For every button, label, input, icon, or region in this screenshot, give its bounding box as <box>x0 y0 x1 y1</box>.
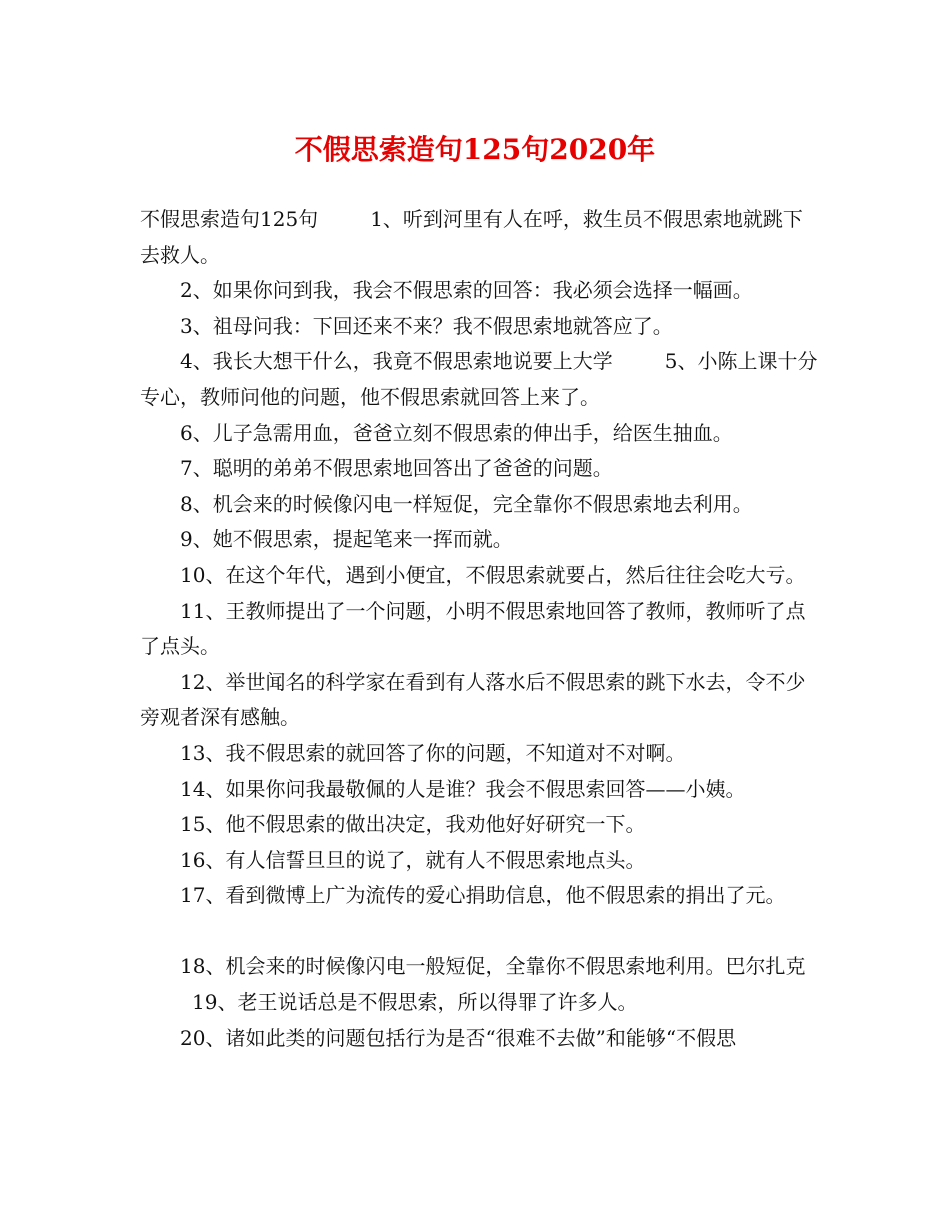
paragraph: 16、有人信誓旦旦的说了，就有人不假思索地点头。 <box>180 847 646 872</box>
paragraph-text: 4、我长大想干什么，我竟不假思索地说要上大学 <box>180 349 613 374</box>
paragraph <box>140 202 820 273</box>
paragraph <box>140 949 820 1020</box>
paragraph: 9、她不假思索，提起笔来一挥而就。 <box>180 527 513 552</box>
document-title: 不假思索造句125句2020年 <box>294 133 656 166</box>
paragraph <box>140 344 820 415</box>
paragraph: 20、诸如此类的问题包括行为是否“很难不去做”和能够“不假思 <box>180 1025 737 1050</box>
paragraph: 6、儿子急需用血，爸爸立刻不假思索的伸出手，给医生抽血。 <box>180 420 733 445</box>
paragraph: 17、看到微博上广为流传的爱心捐助信息，他不假思索的捐出了元。 <box>180 883 786 908</box>
paragraph: 2、如果你问到我，我会不假思索的回答：我必须会选择一幅画。 <box>180 278 753 303</box>
paragraph: 10、在这个年代，遇到小便宜，不假思索就要占，然后往往会吃大亏。 <box>180 562 806 587</box>
blank-line <box>140 914 820 950</box>
paragraph-text: 5、小陈上课十分专心，教师问他的问题，他不假思索就回答上来了。 <box>140 349 818 409</box>
paragraph: 15、他不假思索的做出决定，我劝他好好研究一下。 <box>180 812 646 837</box>
paragraph-text: 1、听到河里有人在呼，救生员不假思索地就跳下去救人。 <box>140 207 803 267</box>
document-body <box>140 202 820 1056</box>
paragraph: 14、如果你问我最敬佩的人是谁？我会不假思索回答——小姨。 <box>180 776 746 801</box>
paragraph: 7、聪明的弟弟不假思索地回答出了爸爸的问题。 <box>180 456 613 481</box>
paragraph: 12、举世闻名的科学家在看到有人落水后不假思索的跳下水去，令不少旁观者深有感触。 <box>140 669 806 730</box>
paragraph: 3、祖母问我：下回还来不来？我不假思索地就答应了。 <box>180 313 673 338</box>
paragraph: 11、王教师提出了一个问题，小明不假思索地回答了教师，教师听了点了点头。 <box>140 598 806 659</box>
paragraph-text: 不假思索造句125句 <box>140 207 319 231</box>
paragraph: 13、我不假思索的就回答了你的问题，不知道对不对啊。 <box>180 740 686 765</box>
paragraph-text: 18、机会来的时候像闪电一般短促，全靠你不假思索地利用。巴尔扎克 <box>180 954 806 979</box>
paragraph-text: 19、老王说话总是不假思索，所以得罪了许多人。 <box>192 990 638 1015</box>
paragraph: 8、机会来的时候像闪电一样短促，完全靠你不假思索地去利用。 <box>180 491 753 516</box>
